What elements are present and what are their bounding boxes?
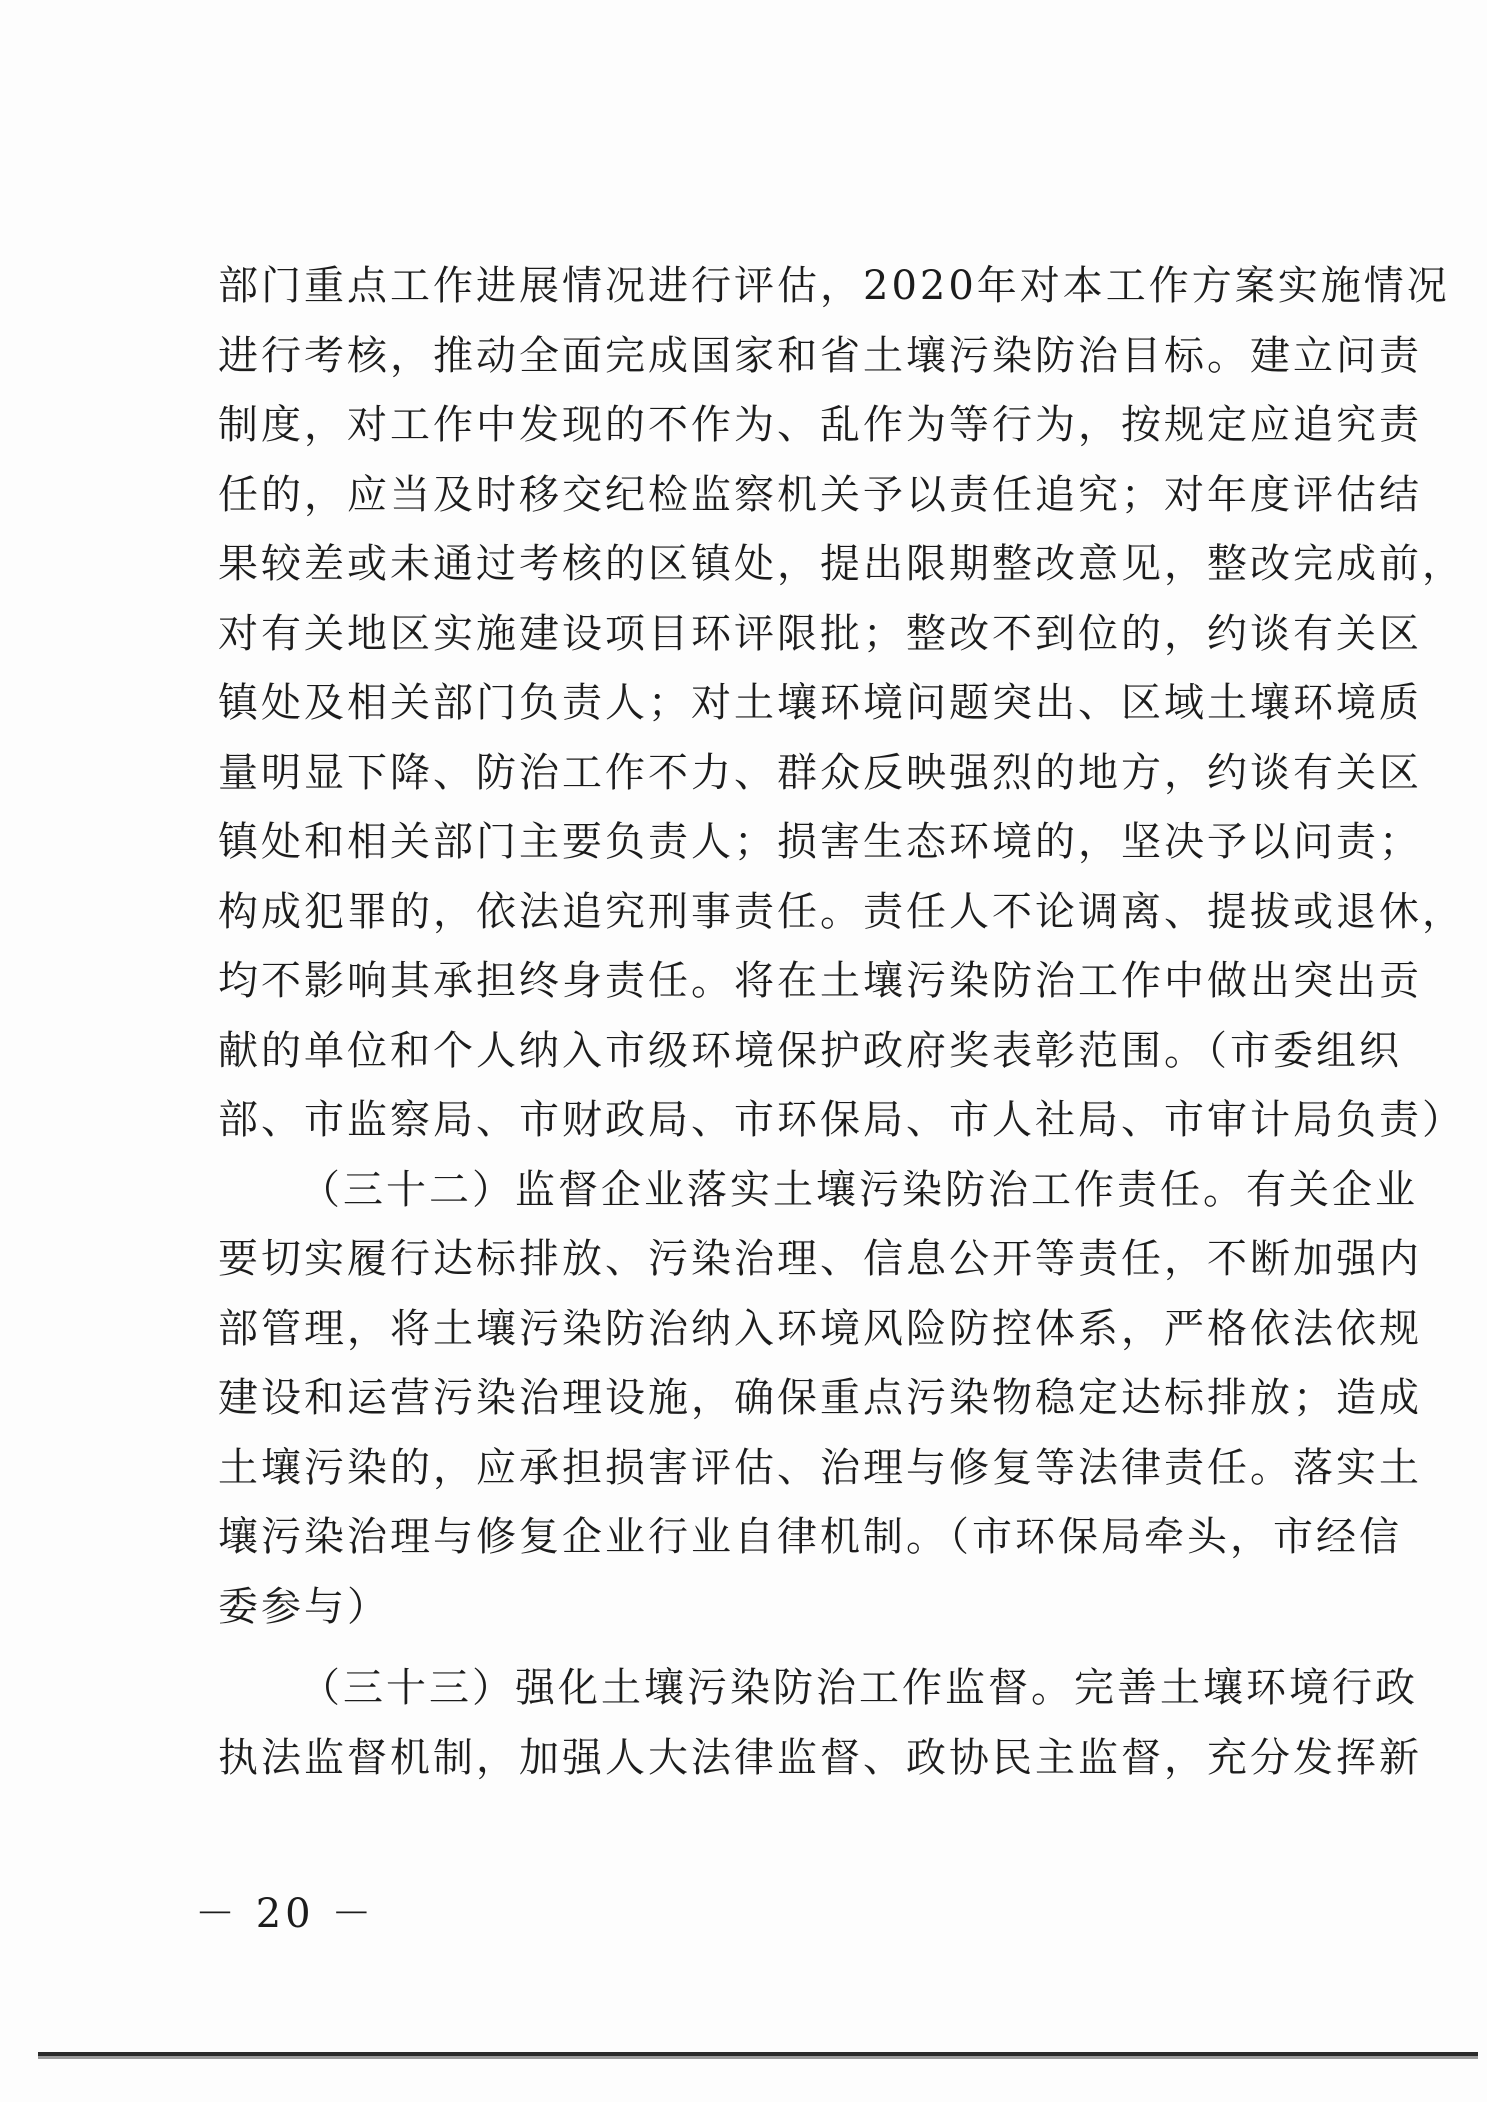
section-32-heading-line: （三十二）监督企业落实土壤污染防治工作责任。有关企业 xyxy=(300,1166,1418,1213)
text-line: 建设和运营污染治理设施，确保重点污染物稳定达标排放；造成 xyxy=(218,1375,1422,1421)
text-line: 对有关地区实施建设项目环评限批；整改不到位的，约谈有关区 xyxy=(218,610,1422,657)
text-line: 均不影响其承担终身责任。将在土壤污染防治工作中做出突出贡 xyxy=(218,958,1422,1004)
text-line: 部管理，将土壤污染防治纳入环境风险防控体系，严格依法依规 xyxy=(218,1305,1422,1352)
text-line: 土壤污染的，应承担损害评估、治理与修复等法律责任。落实土 xyxy=(218,1444,1422,1491)
text-line: 制度，对工作中发现的不作为、乱作为等行为，按规定应追究责 xyxy=(218,402,1422,448)
text-line: 执法监督机制，加强人大法律监督、政协民主监督，充分发挥新 xyxy=(218,1734,1422,1781)
text-line: 果较差或未通过考核的区镇处，提出限期整改意见，整改完成前， xyxy=(218,541,1465,587)
text-line: 量明显下降、防治工作不力、群众反映强烈的地方，约谈有关区 xyxy=(218,749,1422,796)
text-line: 要切实履行达标排放、污染治理、信息公开等责任，不断加强内 xyxy=(218,1236,1422,1282)
body-text xyxy=(218,252,1465,1793)
text-line: 部、市监察局、市财政局、市环保局、市人社局、市审计局负责） xyxy=(218,1097,1465,1143)
text-line: 献的单位和个人纳入市级环境保护政府奖表彰范围。（市委组织 xyxy=(218,1027,1402,1074)
text-line: 镇处及相关部门负责人；对土壤环境问题突出、区域土壤环境质 xyxy=(218,680,1422,726)
text-line: 委参与） xyxy=(218,1583,390,1630)
text-line: 任的，应当及时移交纪检监察机关予以责任追究；对年度评估结 xyxy=(218,471,1422,518)
text-line: 壤污染治理与修复企业行业自律机制。（市环保局牵头，市经信 xyxy=(218,1514,1402,1560)
text-line: 构成犯罪的，依法追究刑事责任。责任人不论调离、提拔或退休， xyxy=(218,888,1465,935)
text-line: 部门重点工作进展情况进行评估，2020年对本工作方案实施情况 xyxy=(218,263,1450,309)
paragraph-gap xyxy=(218,1642,1348,1654)
text-line: 镇处和相关部门主要负责人；损害生态环境的，坚决予以问责； xyxy=(218,819,1422,865)
scan-bottom-edge-shadow xyxy=(38,2056,1478,2059)
page-number: － 20 － xyxy=(195,1891,376,1937)
section-33-heading-line: （三十三）强化土壤污染防治工作监督。完善土壤环境行政 xyxy=(300,1665,1418,1711)
text-line: 进行考核，推动全面完成国家和省土壤污染防治目标。建立问责 xyxy=(218,332,1422,379)
